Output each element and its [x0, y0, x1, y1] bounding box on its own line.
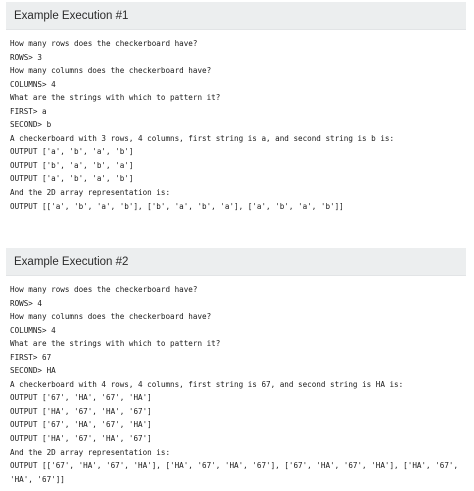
console-output-1	[6, 30, 466, 213]
console-line: FIRST> 67	[10, 352, 52, 362]
console-line: A checkerboard with 3 rows, 4 columns, first string is a, and second string is b is:	[10, 133, 395, 143]
console-line: How many columns does the checkerboard have?	[10, 312, 212, 322]
console-output-2	[6, 276, 466, 486]
console-line: OUTPUT ['HA', '67', 'HA', '67']	[10, 406, 152, 416]
console-line: OUTPUT ['b', 'a', 'b', 'a']	[10, 160, 134, 170]
console-line: OUTPUT ['67', 'HA', '67', 'HA']	[10, 393, 152, 403]
example-title-1: Example Execution #1	[14, 9, 129, 22]
console-line: What are the strings with which to pattern it?	[10, 93, 221, 103]
console-line: What are the strings with which to pattern it?	[10, 339, 221, 349]
console-line: OUTPUT ['67', 'HA', '67', 'HA']	[10, 420, 152, 430]
console-line: SECOND> HA	[10, 366, 56, 376]
console-line: A checkerboard with 4 rows, 4 columns, first string is 67, and second string is HA is:	[10, 379, 404, 389]
console-line: OUTPUT ['a', 'b', 'a', 'b']	[10, 147, 134, 157]
console-line: COLUMNS> 4	[10, 325, 56, 335]
example-panel-2	[6, 248, 466, 490]
console-line: COLUMNS> 4	[10, 79, 56, 89]
console-line: OUTPUT [['67', 'HA', '67', 'HA'], ['HA', '67', 'HA', '67'], ['67', 'HA', '67', 'HA'], ['HA', '67', 'HA', '67']]	[10, 461, 463, 484]
console-line: OUTPUT ['HA', '67', 'HA', '67']	[10, 434, 152, 444]
console-line: How many columns does the checkerboard have?	[10, 66, 212, 76]
console-line: FIRST> a	[10, 106, 47, 116]
console-line: How many rows does the checkerboard have?	[10, 285, 198, 294]
console-line: And the 2D array representation is:	[10, 447, 171, 457]
example-header-1	[6, 2, 466, 30]
example-header-2	[6, 248, 466, 276]
example-title-2: Example Execution #2	[14, 255, 129, 268]
console-line: ROWS> 3	[10, 52, 43, 62]
console-line: OUTPUT ['a', 'b', 'a', 'b']	[10, 174, 134, 184]
console-line: How many rows does the checkerboard have?	[10, 39, 198, 48]
console-line: ROWS> 4	[10, 298, 43, 308]
example-panel-1	[6, 2, 466, 215]
console-line: SECOND> b	[10, 120, 52, 130]
console-line: And the 2D array representation is:	[10, 188, 171, 198]
console-line: OUTPUT [['a', 'b', 'a', 'b'], ['b', 'a', 'b', 'a'], ['a', 'b', 'a', 'b']]	[10, 201, 344, 211]
